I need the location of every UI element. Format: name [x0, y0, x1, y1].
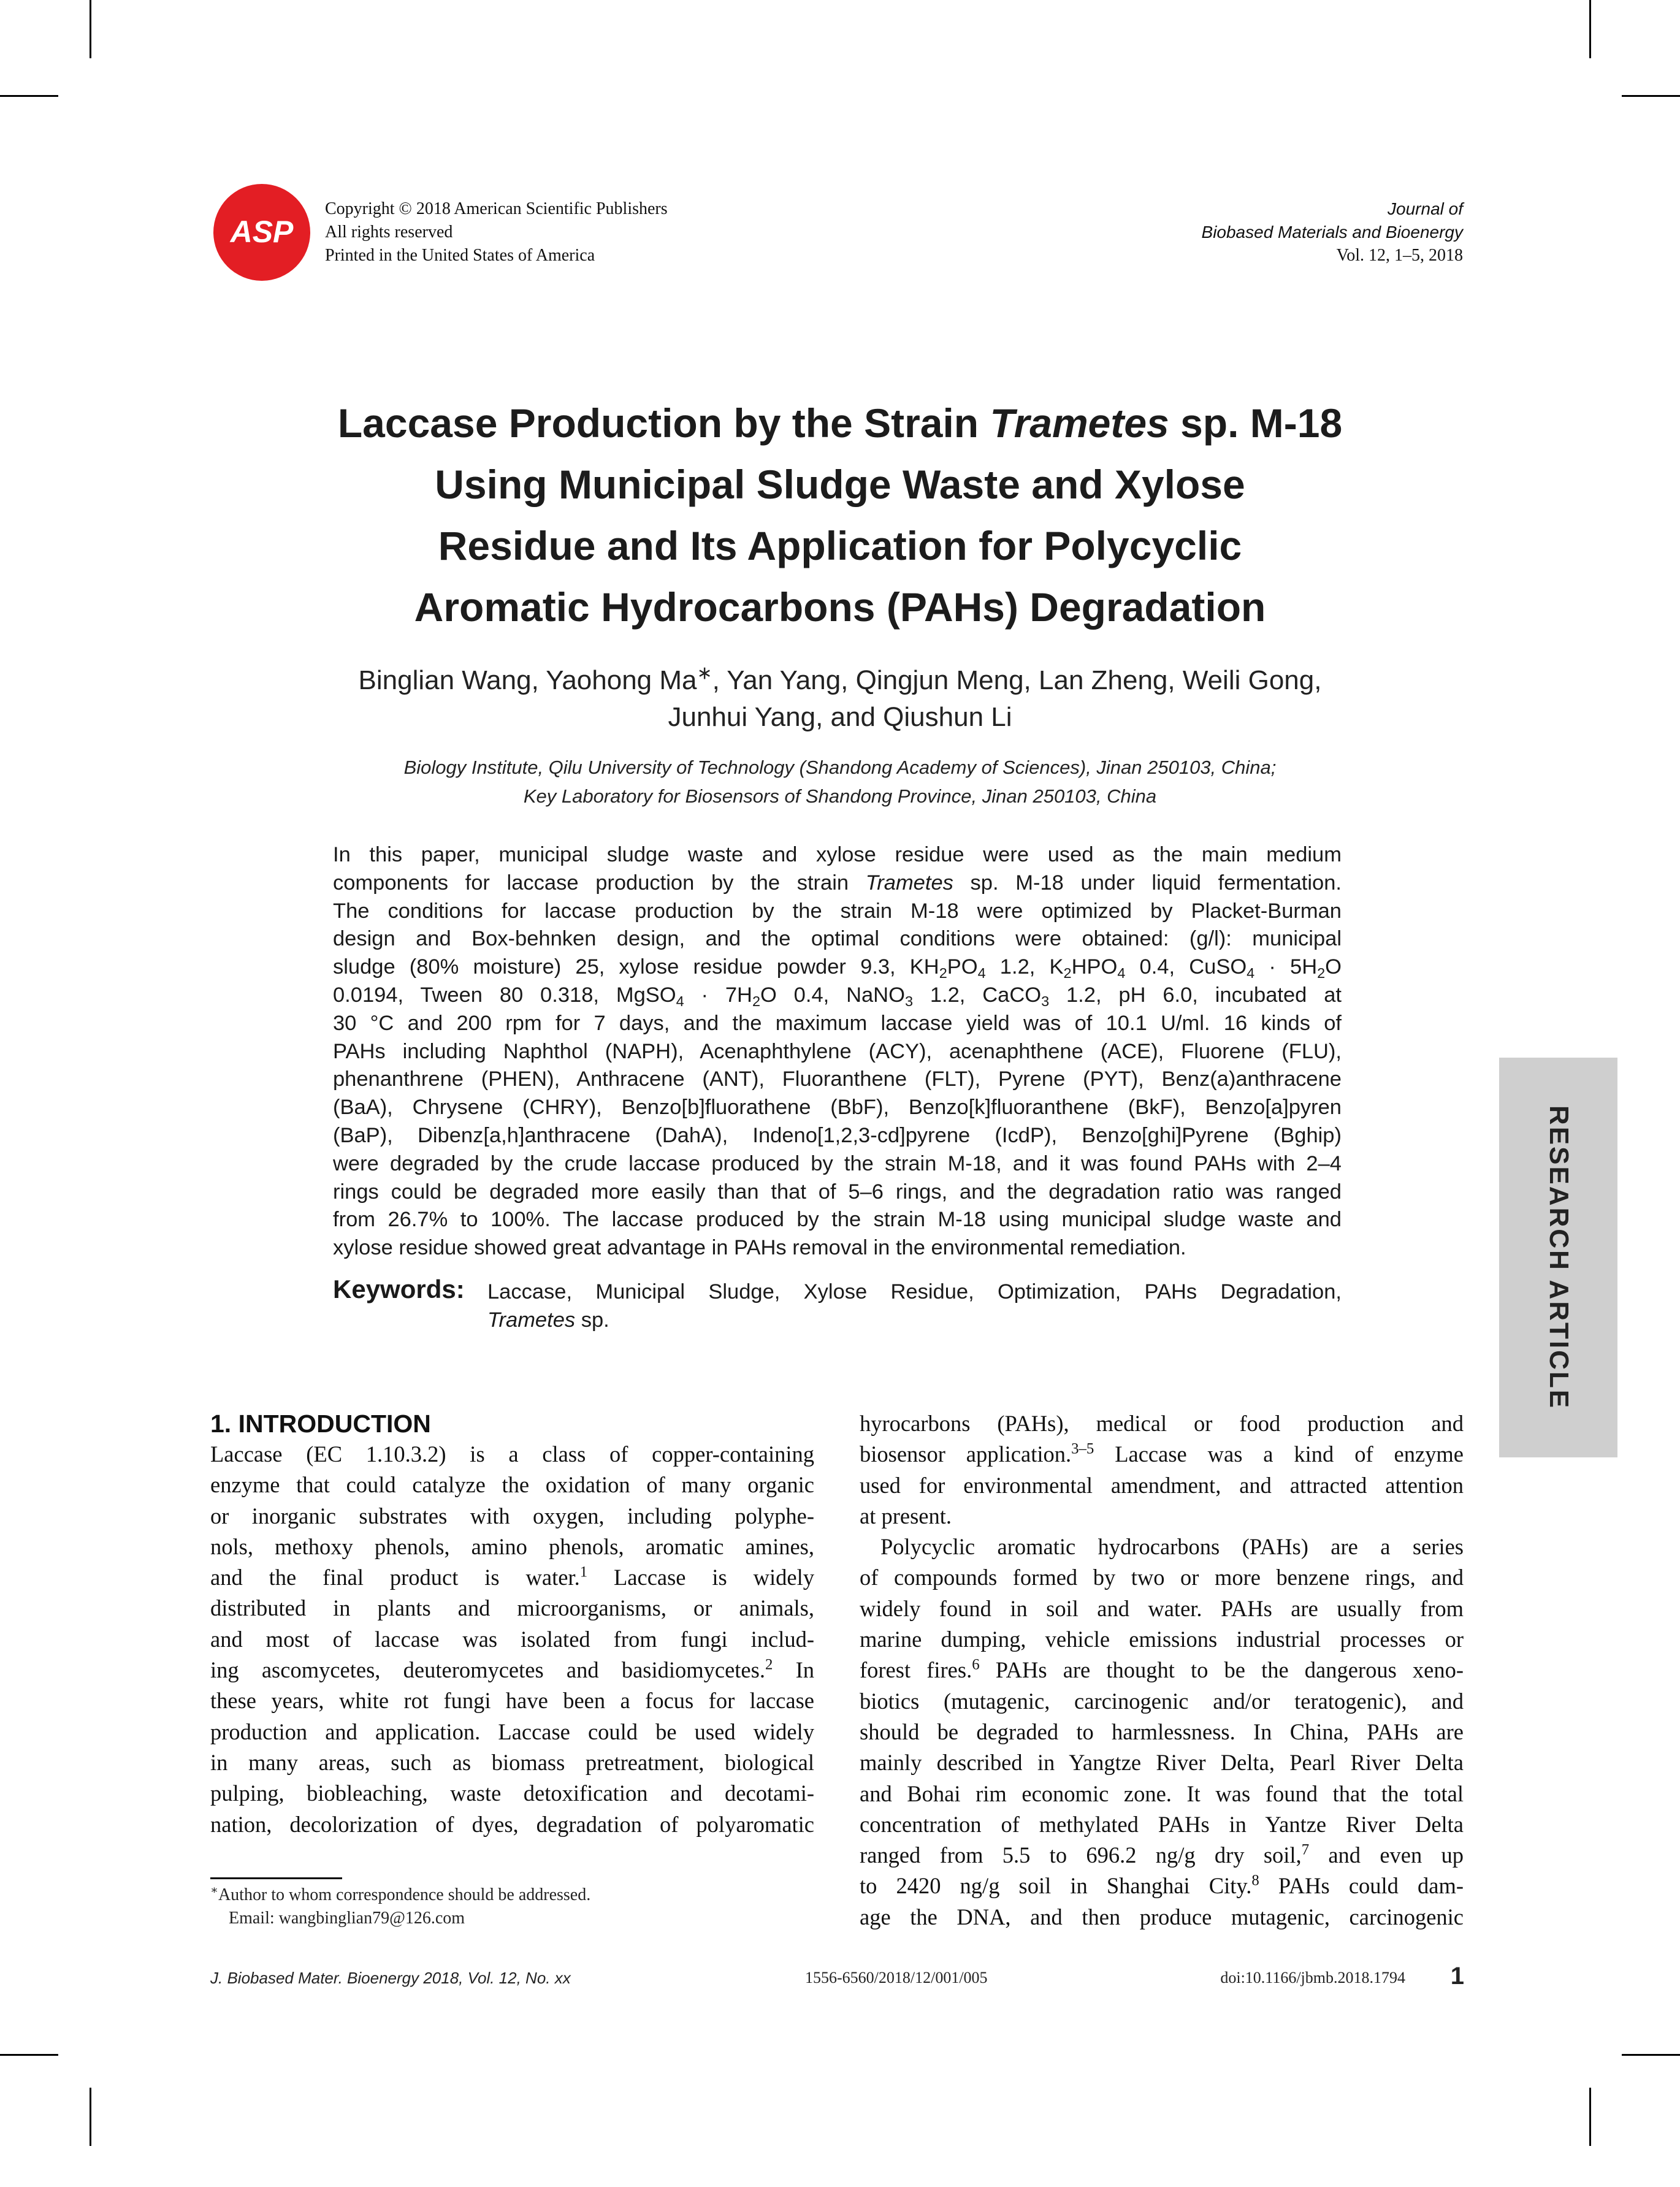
abstract-text: 0.4, CuSO — [1125, 955, 1247, 979]
copyright-block — [325, 197, 668, 267]
abstract-text: O 0.4, NaNO — [760, 983, 905, 1007]
abstract-line: 30 °C and 200 rpm for 7 days, and the maximum laccase yield was of 10.1 U/ml. 16 kinds of — [333, 1011, 1342, 1035]
article-title — [227, 392, 1453, 638]
subscript: 2 — [752, 993, 760, 1010]
abstract-line: design and Box-behnken design, and the optimal conditions were obtained: (g/l): municipal — [333, 927, 1342, 951]
footnote — [210, 1884, 590, 1930]
abstract-line: phenanthrene (PHEN), Anthracene (ANT), Fluoranthene (FLT), Pyrene (PYT), Benz(a)anthracene — [333, 1067, 1342, 1091]
research-article-label: RESEARCH ARTICLE — [1543, 1105, 1574, 1410]
body-line: concentration of methylated PAHs in Yantze River Delta — [860, 1811, 1464, 1837]
abstract-line: were degraded by the crude laccase produced by the strain M-18, and it was found PAHs with 2–4 — [333, 1151, 1342, 1175]
body-text: ing ascomycetes, deuteromycetes and basidiomycetes. — [210, 1657, 765, 1683]
keyword-text: sp. — [575, 1308, 609, 1332]
abstract-text: components for laccase production by the strain — [333, 871, 866, 895]
body-line — [210, 1655, 814, 1685]
author-line: Junhui Yang, and Qiushun Li — [668, 702, 1012, 732]
abstract-line: PAHs including Naphthol (NAPH), Acenaphthylene (ACY), acenaphthene (ACE), Fluorene (FLU), — [333, 1039, 1342, 1063]
body-text: and the final product is water. — [210, 1565, 580, 1590]
abstract-line: from 26.7% to 100%. The laccase produced by the strain M-18 using municipal sludge waste and — [333, 1208, 1342, 1232]
body-line: enzyme that could catalyze the oxidation of many organic — [210, 1472, 814, 1498]
title-line: Aromatic Hydrocarbons (PAHs) Degradation — [414, 584, 1266, 630]
subscript: 4 — [977, 965, 986, 982]
body-line — [860, 1840, 1464, 1871]
abstract-line — [333, 982, 1342, 1010]
subscript: 2 — [1063, 965, 1072, 982]
body-line: age the DNA, and then produce mutagenic, carcinogenic — [860, 1904, 1464, 1929]
footnote-line — [210, 1884, 590, 1907]
citation-ref: 2 — [765, 1656, 773, 1673]
citation-ref: 8 — [1251, 1872, 1259, 1889]
crop-mark — [90, 2088, 91, 2146]
journal-name-line1: Journal of — [1388, 199, 1463, 218]
crop-mark — [1589, 0, 1591, 58]
author-names: Binglian Wang, Yaohong Ma — [358, 665, 697, 695]
keywords-label: Keywords: — [333, 1275, 465, 1303]
citation-ref: 7 — [1301, 1841, 1310, 1858]
abstract-line: xylose residue showed great advantage in PAHs removal in the environmental remediation. — [333, 1236, 1186, 1260]
crop-mark — [1622, 2054, 1680, 2056]
title-genus: Trametes — [990, 400, 1169, 446]
crop-mark — [1622, 95, 1680, 97]
subscript: 2 — [1317, 965, 1326, 982]
author-line — [227, 662, 1453, 699]
affiliation-line: Biology Institute, Qilu University of Technology (Shandong Academy of Sciences), Jinan 250103, China; — [403, 757, 1277, 778]
abstract-text: · 7H — [684, 983, 752, 1007]
footnote-mark: ∗ — [210, 1884, 218, 1897]
keywords-line — [487, 1306, 1342, 1334]
rights-line: All rights reserved — [325, 223, 453, 242]
citation-ref: 3–5 — [1071, 1440, 1094, 1457]
body-text: ranged from 5.5 to 696.2 ng/g dry soil, — [860, 1842, 1302, 1868]
author-list — [227, 662, 1453, 736]
affiliations — [227, 753, 1453, 811]
section-heading: 1. INTRODUCTION — [210, 1410, 431, 1438]
body-line: should be degraded to harmlessness. In China, PAHs are — [860, 1719, 1464, 1744]
footer-issn: 1556-6560/2018/12/001/005 — [805, 1969, 988, 1987]
subscript: 4 — [1117, 965, 1126, 982]
abstract-text: 1.2, K — [985, 955, 1064, 979]
body-line: distributed in plants and microorganisms, or animals, — [210, 1595, 814, 1621]
body-text: biosensor application. — [860, 1441, 1072, 1467]
body-text: PAHs could dam- — [1259, 1873, 1464, 1899]
body-line: mainly described in Yangtze River Delta, Pearl River Delta — [860, 1750, 1464, 1776]
body-line: marine dumping, vehicle emissions industrial processes or — [860, 1627, 1464, 1652]
footnote-email-text: Email: wangbinglian79@126.com — [229, 1909, 465, 1928]
body-line: nols, methoxy phenols, amino phenols, aromatic amines, — [210, 1533, 814, 1559]
logo-text: ASP — [230, 215, 294, 249]
body-line: nation, decolorization of dyes, degradation of polyaromatic — [210, 1811, 814, 1837]
subscript: 2 — [939, 965, 947, 982]
abstract-line — [333, 953, 1342, 982]
abstract-text: sp. M-18 under liquid fermentation. — [953, 871, 1342, 895]
body-line: at present. — [860, 1503, 952, 1529]
crop-mark — [90, 0, 91, 58]
crop-mark — [0, 2054, 58, 2056]
footnote-email — [210, 1907, 590, 1930]
body-line: pulping, biobleaching, waste detoxification and decotami- — [210, 1781, 814, 1806]
body-line — [860, 1871, 1464, 1901]
abstract-text: 0.0194, Tween 80 0.318, MgSO — [333, 983, 676, 1007]
body-text: PAHs are thought to be the dangerous xeno- — [979, 1657, 1464, 1683]
body-text: to 2420 ng/g soil in Shanghai City. — [860, 1873, 1252, 1899]
keyword-genus: Trametes — [487, 1308, 576, 1332]
citation-ref: 1 — [579, 1563, 588, 1581]
abstract-text: PO — [947, 955, 978, 979]
body-line: Polycyclic aromatic hydrocarbons (PAHs) are a series — [880, 1534, 1464, 1560]
corresponding-author-mark: ∗ — [697, 663, 712, 684]
research-article-tab — [1499, 1058, 1617, 1457]
journal-block — [1202, 197, 1463, 267]
abstract-text: 1.2, pH 6.0, incubated at — [1049, 983, 1342, 1007]
body-line: widely found in soil and water. PAHs are usually from — [860, 1595, 1464, 1621]
body-line — [860, 1439, 1464, 1470]
citation-ref: 6 — [972, 1656, 980, 1673]
title-line — [227, 392, 1453, 454]
footnote-rule — [210, 1877, 342, 1879]
abstract-text: O — [1325, 955, 1342, 979]
body-line: or inorganic substrates with oxygen, including polyphe- — [210, 1503, 814, 1529]
body-column-right — [860, 1408, 1464, 1933]
body-line: hyrocarbons (PAHs), medical or food production and — [860, 1411, 1464, 1436]
body-text: and even up — [1309, 1842, 1464, 1868]
body-line: of compounds formed by two or more benzene rings, and — [860, 1565, 1464, 1590]
abstract-line — [333, 869, 1342, 898]
author-names: , Yan Yang, Qingjun Meng, Lan Zheng, Weili Gong, — [712, 665, 1322, 695]
journal-volume: Vol. 12, 1–5, 2018 — [1336, 246, 1463, 265]
body-line — [210, 1562, 814, 1593]
body-column-left — [210, 1408, 814, 1840]
abstract-line: The conditions for laccase production by the strain M-18 were optimized by Placket-Burman — [333, 899, 1342, 923]
keywords-list — [487, 1278, 1342, 1334]
abstract-line: (BaA), Chrysene (CHRY), Benzo[b]fluorathene (BbF), Benzo[k]fluoranthene (BkF), Benzo[a]pyren — [333, 1096, 1342, 1120]
abstract-line: In this paper, municipal sludge waste and xylose residue were used as the main medium — [333, 843, 1342, 866]
footnote-text: Author to whom correspondence should be addressed. — [218, 1885, 591, 1904]
body-line: biotics (mutagenic, carcinogenic and/or teratogenic), and — [860, 1688, 1464, 1714]
title-text: Laccase Production by the Strain — [337, 400, 990, 446]
abstract-line: (BaP), Dibenz[a,h]anthracene (DahA), Indeno[1,2,3-cd]pyrene (IcdP), Benzo[ghi]Pyrene (Bghip) — [333, 1123, 1342, 1147]
crop-mark — [0, 95, 58, 97]
affiliation-line: Key Laboratory for Biosensors of Shandong Province, Jinan 250103, China — [523, 785, 1157, 807]
subscript: 4 — [1247, 965, 1255, 982]
page-footer — [210, 1965, 1464, 1996]
body-line: in many areas, such as biomass pretreatment, biological — [210, 1749, 814, 1775]
abstract — [333, 841, 1342, 1262]
asp-logo — [213, 184, 310, 281]
page-number: 1 — [1450, 1963, 1464, 1990]
abstract-text: HPO — [1071, 955, 1118, 979]
body-text: forest fires. — [860, 1657, 972, 1683]
body-line: and most of laccase was isolated from fungi includ- — [210, 1626, 814, 1652]
footer-doi: doi:10.1166/jbmb.2018.1794 — [1220, 1969, 1405, 1987]
subscript: 4 — [676, 993, 684, 1010]
body-text: Laccase is widely — [587, 1565, 814, 1590]
journal-name-line2: Biobased Materials and Bioenergy — [1201, 223, 1463, 242]
abstract-genus: Trametes — [865, 871, 953, 895]
keywords-line: Laccase, Municipal Sludge, Xylose Residue, Optimization, PAHs Degradation, — [487, 1280, 1342, 1303]
crop-mark — [1589, 2088, 1591, 2146]
subscript: 3 — [904, 993, 913, 1010]
body-line: these years, white rot fungi have been a focus for laccase — [210, 1688, 814, 1714]
title-line: Using Municipal Sludge Waste and Xylose — [435, 462, 1245, 507]
footer-citation: J. Biobased Mater. Bioenergy 2018, Vol. 12, No. xx — [210, 1969, 571, 1987]
body-text: Laccase was a kind of enzyme — [1094, 1441, 1464, 1467]
copyright-line: Copyright © 2018 American Scientific Publishers — [325, 199, 668, 218]
body-line: used for environmental amendment, and attracted attention — [860, 1472, 1464, 1498]
body-line: Laccase (EC 1.10.3.2) is a class of copper-containing — [210, 1441, 814, 1467]
body-line: and Bohai rim economic zone. It was found that the total — [860, 1781, 1464, 1806]
body-line — [860, 1655, 1464, 1685]
title-line: Residue and Its Application for Polycyclic — [438, 523, 1242, 568]
printed-line: Printed in the United States of America — [325, 246, 595, 265]
subscript: 3 — [1041, 993, 1050, 1010]
abstract-text: · 5H — [1254, 955, 1318, 979]
title-text: sp. M-18 — [1169, 400, 1343, 446]
abstract-line: rings could be degraded more easily than that of 5–6 rings, and the degradation ratio was ranged — [333, 1180, 1342, 1204]
body-line: production and application. Laccase could be used widely — [210, 1719, 814, 1744]
abstract-text: 1.2, CaCO — [912, 983, 1042, 1007]
body-text: In — [773, 1657, 814, 1683]
abstract-text: sludge (80% moisture) 25, xylose residue powder 9.3, KH — [333, 955, 939, 979]
